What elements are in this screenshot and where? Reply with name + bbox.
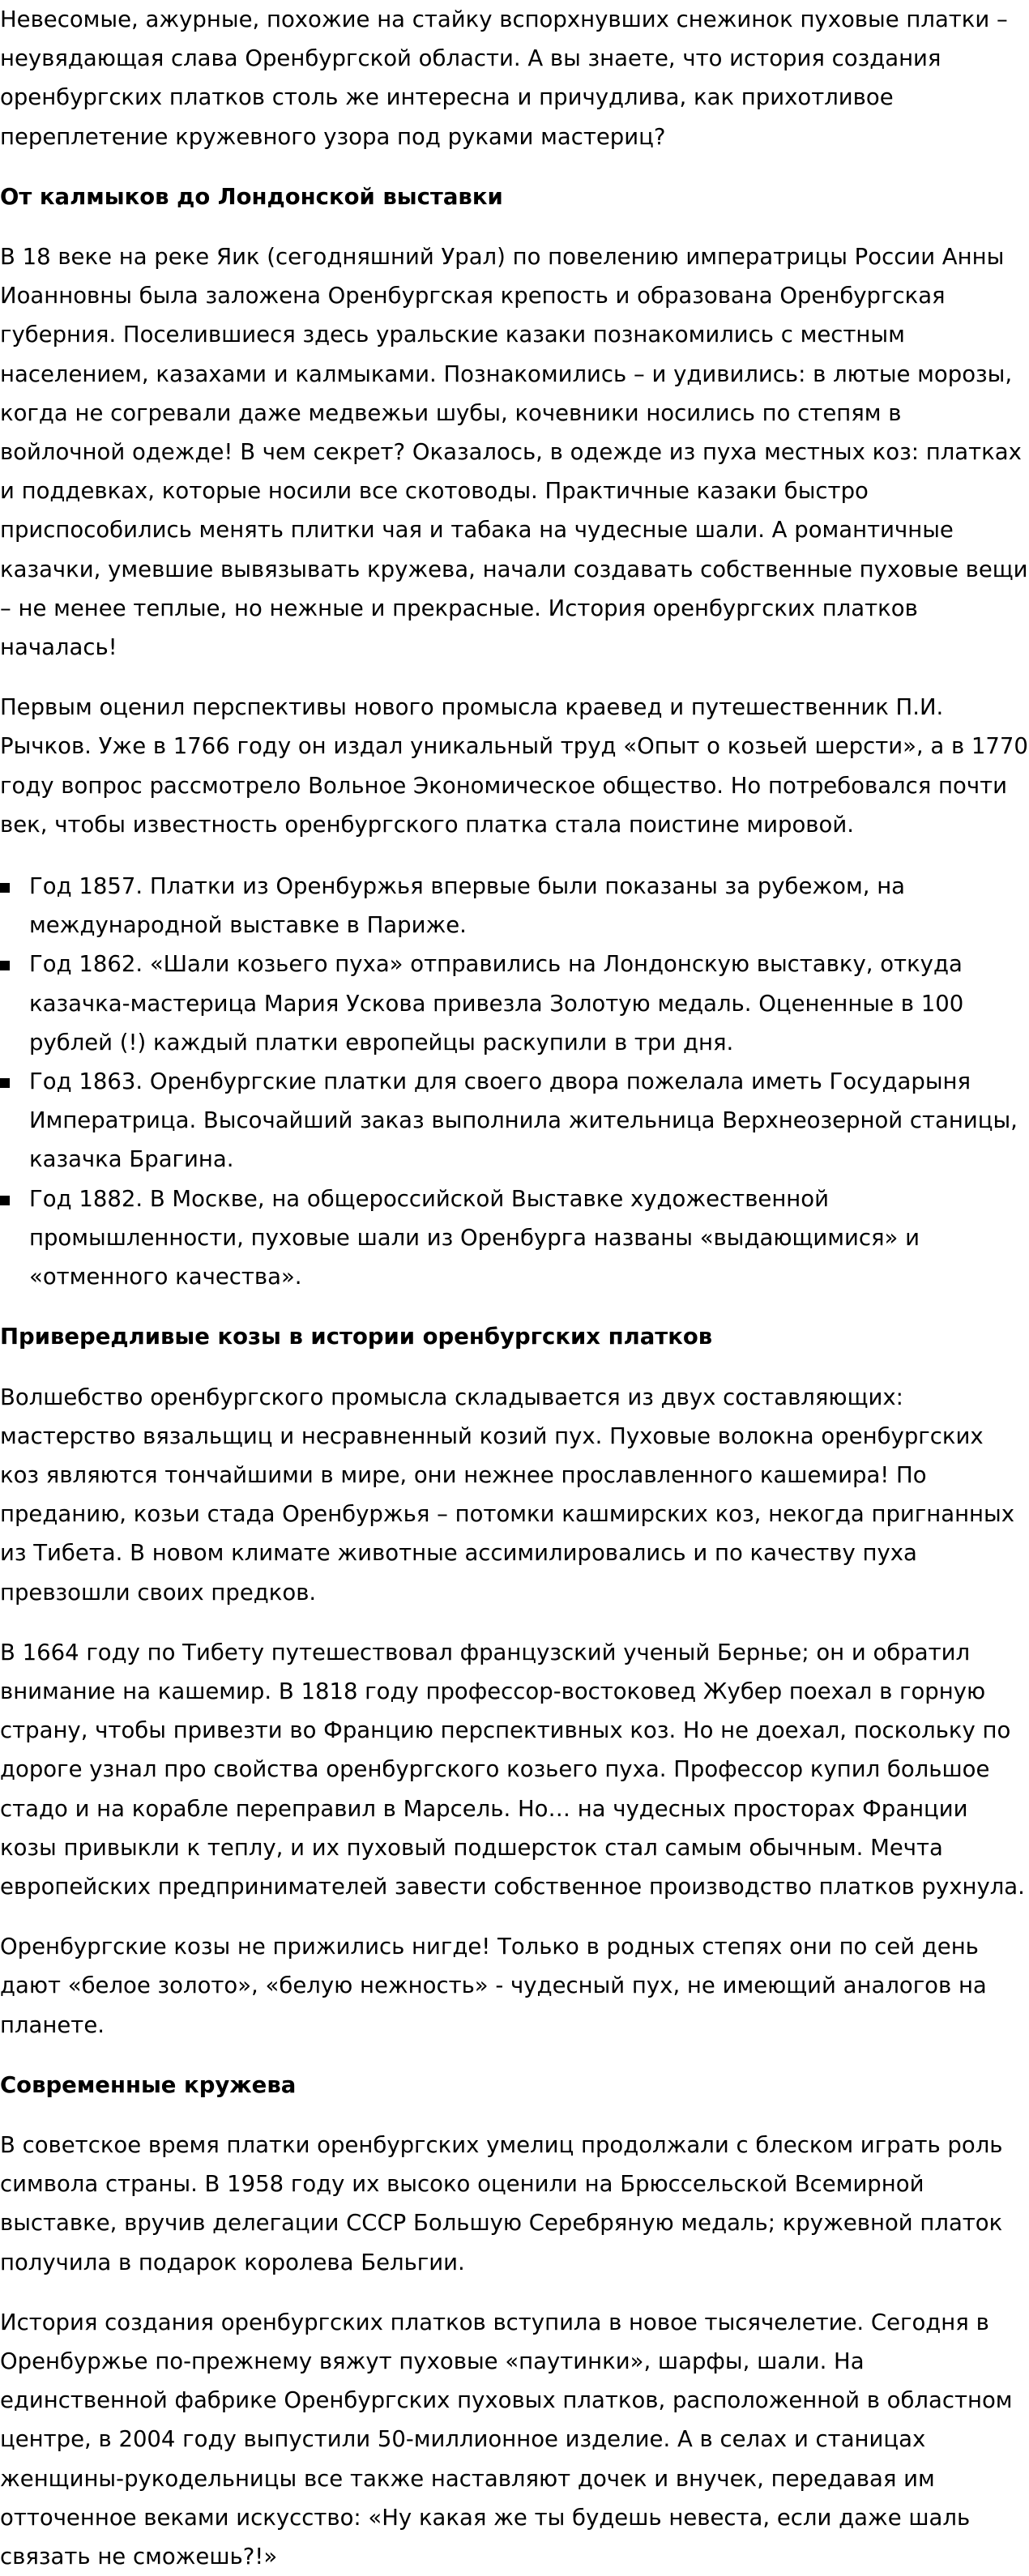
exhibition-timeline-list [0, 867, 1029, 1296]
paragraph-yaik-fortress: В 18 веке на реке Яик (сегодняшний Урал) по повелению императрицы России Анны Иоанновны была заложена Оренбургская крепость и образована Оренбургская губерния. Поселившиеся здесь уральские казаки познакомились с местным населением, казахами и калмыками. Познакомились – и удивились: в лютые морозы, когда не согревали даже медвежьи шубы, кочевники носились по степям в войлочной одежде! В чем секрет? Оказалось, в одежде из пуха местных коз: платках и поддевках, которые носили все скотоводы. Практичные казаки быстро приспособились менять плитки чая и табака на чудесные шали. А романтичные казачки, умевшие вывязывать кружева, начали создавать собственные пуховые вещи – не менее теплые, но нежные и прекрасные. История оренбургских платков началась! [0, 244, 1028, 661]
timeline-item-1862: Год 1862. «Шали козьего пуха» отправились на Лондонскую выставку, откуда казачка-мастерица Мария Ускова привезла Золотую медаль. Оцененные в 100 рублей (!) каждый платки европейцы раскупили в три дня. [0, 945, 1029, 1062]
section-heading-kalmyks: От калмыков до Лондонской выставки [0, 183, 503, 210]
timeline-item-1863: Год 1863. Оренбургские платки для своего двора пожелала иметь Государыня Императрица. Высочайший заказ выполнила жительница Верхнеозерной станицы, казачка Брагина. [0, 1062, 1029, 1179]
intro-paragraph: Невесомые, ажурные, похожие на стайку вспорхнувших снежинок пуховые платки – неувядающая слава Оренбургской области. А вы знаете, что история создания оренбургских платков столь же интересна и причудлива, как прихотливое переплетение кружевного узора под руками мастериц? [0, 6, 1008, 150]
paragraph-soviet-era: В советское время платки оренбургских умелиц продолжали с блеском играть роль символа страны. В 1958 году их высоко оценили на Брюссельской Всемирной выставке, вручив делегации СССР Большую Серебряную медаль; кружевной платок получила в подарок королева Бельгии. [0, 2131, 1003, 2275]
paragraph-goat-down: Волшебство оренбургского промысла складывается из двух составляющих: мастерство вязальщиц и несравненный козий пух. Пуховые волокна оренбургских коз являются тончайшими в мире, они нежнее прославленного кашемира! По преданию, козьи стада Оренбуржья – потомки кашмирских коз, некогда пригнанных из Тибета. В новом климате животные ассимилировались и по качеству пуха превзошли своих предков. [0, 1384, 1015, 1606]
timeline-item-1857: Год 1857. Платки из Оренбуржья впервые были показаны за рубежом, на международной выставке в Париже. [0, 867, 1029, 945]
paragraph-white-gold: Оренбургские козы не прижились нигде! Только в родных степях они по сей день дают «белое золото», «белую нежность» - чудесный пух, не имеющий аналогов на планете. [0, 1934, 987, 2038]
paragraph-bernier-jaubert: В 1664 году по Тибету путешествовал французский ученый Бернье; он и обратил внимание на кашемир. В 1818 году профессор-востоковед Жубер поехал в горную страну, чтобы привезти во Францию перспективных коз. Но не доехал, поскольку по дороге узнал про свойства оренбургского козьего пуха. Профессор купил большое стадо и на корабле переправил в Марсель. Но… на чудесных просторах Франции козы привыкли к теплу, и их пуховый подшерсток стал самым обычным. Мечта европейских предпринимателей завести собственное производство платков рухнула. [0, 1639, 1025, 1900]
paragraph-rychkov: Первым оценил перспективы нового промысла краевед и путешественник П.И. Рычков. Уже в 1766 году он издал уникальный труд «Опыт о козьей шерсти», а в 1770 году вопрос рассмотрело Вольное Экономическое общество. Но потребовался почти век, чтобы известность оренбургского платка стала поистине мировой. [0, 694, 1028, 838]
section-heading-goats: Привередливые козы в истории оренбургских платков [0, 1324, 713, 1350]
timeline-item-1882: Год 1882. В Москве, на общероссийской Выставке художественной промышленности, пуховые шали из Оренбурга названы «выдающимися» и «отменного качества». [0, 1179, 1029, 1297]
section-heading-modern-lace: Современные кружева [0, 2071, 297, 2098]
paragraph-new-millennium: История создания оренбургских платков вступила в новое тысячелетие. Сегодня в Оренбуржье по-прежнему вяжут пуховые «паутинки», шарфы, шали. На единственной фабрике Оренбургских пуховых платков, расположенной в областном центре, в 2004 году выпустили 50-миллионное изделие. А в селах и станицах женщины-рукодельницы все также наставляют дочек и внучек, передавая им отточенное веками искусство: «Ну какая же ты будешь невеста, если даже шаль связать не сможешь?!» [0, 2309, 1013, 2570]
